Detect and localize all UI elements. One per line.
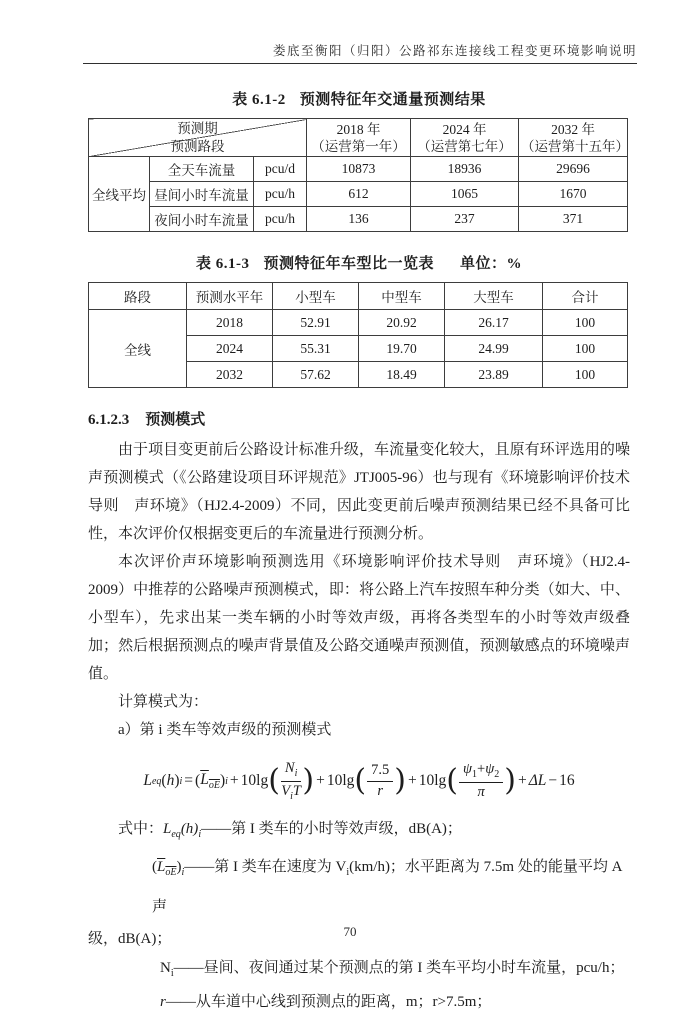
table-traffic-volume-forecast <box>88 118 628 232</box>
math-var: N <box>284 759 295 776</box>
fraction-psi-pi <box>459 761 503 801</box>
math-var: h <box>166 772 175 789</box>
overline-LoE <box>157 859 177 878</box>
table1-col-header-2024 <box>411 119 519 157</box>
section-heading <box>88 408 630 429</box>
fraction-numerator: 7.5 <box>367 762 393 781</box>
table-cell: 100 <box>543 362 628 388</box>
math-sub: eq <box>151 775 162 787</box>
math-var: L <box>200 770 209 788</box>
math-sub: i <box>170 968 174 979</box>
math-sub: 1 <box>472 768 478 780</box>
plus-sign: + <box>407 772 417 789</box>
big-paren: ( <box>268 763 280 798</box>
year-note: （运营第一年） <box>311 138 406 154</box>
big-paren: ( <box>446 763 458 798</box>
table-cell: 昼间小时车流量 <box>150 182 254 207</box>
math-sub: i <box>294 767 298 779</box>
paragraph-4: a）第 i 类车等效声级的预测模式 <box>118 722 332 738</box>
minus-sign: − <box>548 772 558 789</box>
table2-unit-label: 单位：% <box>460 256 523 272</box>
table-cell: 1670 <box>519 182 628 207</box>
table-cell: 371 <box>519 207 628 232</box>
section-number: 6.1.2.3 <box>88 412 130 428</box>
table2-col-header: 预测水平年 <box>187 283 273 310</box>
fraction-numerator <box>459 761 503 783</box>
legend-line-r <box>88 988 630 1016</box>
table-cell: 100 <box>543 336 628 362</box>
table-cell: 136 <box>307 207 411 232</box>
fraction-denominator: r <box>377 782 384 799</box>
big-paren: ) <box>394 763 406 798</box>
table1-col-header-2032 <box>519 119 628 157</box>
section-title: 预测模式 <box>145 412 206 428</box>
table2-col-header: 大型车 <box>445 283 543 310</box>
legend-line-leq <box>88 814 630 850</box>
table-cell: 1065 <box>411 182 519 207</box>
big-paren: ) <box>504 763 516 798</box>
legend-text: (km/h)；水平距离为 7.5m 处的能量平均 A 声 <box>152 859 622 915</box>
table-cell: pcu/h <box>254 207 307 232</box>
math-sub: i <box>290 790 293 802</box>
big-paren: ( <box>354 763 367 798</box>
table2-col-header: 合计 <box>543 283 628 310</box>
math-var: ψ <box>485 760 495 777</box>
table2-title-label: 表 6.1-3 <box>195 256 250 272</box>
table1-title-text: 预测特征年交通量预测结果 <box>299 92 486 108</box>
math-var: V <box>281 782 291 799</box>
math-var: L <box>163 821 172 837</box>
table-cell: 19.70 <box>359 336 445 362</box>
paragraph-1: 由于项目变更前后公路设计标准升级，车流量变化较大，且原有环评选用的噪声预测模式（《公路建设项目环评规范》JTJ005-96）也与现有《环境影响评价技术导则 声环境》（HJ2.4-2009）不同，因此变更前后噪声预测结果已经不具备可比性，本次评价仅根据变更后的车流量进行预测分析。 <box>88 442 630 542</box>
table-cell: 237 <box>411 207 519 232</box>
table2-title-text: 预测特征年车型比一览表 <box>263 256 434 272</box>
page-number: 70 <box>343 924 357 939</box>
math-sub: i <box>346 867 350 878</box>
table-cell: 18936 <box>411 157 519 182</box>
log-label: 10lg <box>418 772 447 789</box>
plus-sign: + <box>477 760 486 777</box>
year-label: 2032 年 <box>551 121 595 137</box>
legend-text: ——昼间、夜间通过某个预测点的第 I 类车平均小时车流量，pcu/h； <box>173 960 625 976</box>
legend-text: ——第 I 类车在速度为 V <box>184 859 347 875</box>
fraction-Ni-ViT <box>281 760 301 803</box>
fraction-7p5-r <box>367 762 393 800</box>
table-cell: 52.91 <box>273 310 359 336</box>
paren: ( <box>161 772 167 789</box>
log-label: 10lg <box>240 772 269 789</box>
table-cell: 100 <box>543 310 628 336</box>
math-var: T <box>292 782 301 799</box>
math-sub: i <box>179 775 183 787</box>
noise-prediction-formula <box>88 756 630 806</box>
table2-title <box>88 252 630 273</box>
fraction-denominator: π <box>477 783 485 800</box>
paren: ( <box>195 772 201 789</box>
table-cell: 612 <box>307 182 411 207</box>
paren: ) <box>219 772 226 789</box>
table-cell: 24.99 <box>445 336 543 362</box>
math-sub: 2 <box>494 768 500 780</box>
fraction-numerator <box>281 760 301 782</box>
table-cell: 26.17 <box>445 310 543 336</box>
fraction-denominator <box>281 782 301 803</box>
formula-legend <box>88 814 630 1016</box>
math-sub: i <box>198 829 202 840</box>
math-sub: eq <box>171 829 181 840</box>
page-header-title: 娄底至衡阳（归阳）公路祁东连接线工程变更环境影响说明 <box>83 41 637 64</box>
table-cell: 29696 <box>519 157 628 182</box>
table-cell: 2032 <box>187 362 273 388</box>
equals-sign: = <box>184 772 194 789</box>
paren: ) <box>176 859 182 875</box>
diag-label-section: 预测路段 <box>170 139 225 154</box>
page-content <box>88 78 630 1016</box>
table2-col-header: 路段 <box>89 283 187 310</box>
paragraph-3: 计算模式为： <box>118 694 209 710</box>
diag-label-period: 预测期 <box>177 121 218 136</box>
paren: ( <box>152 859 157 875</box>
math-sub: i <box>181 867 185 878</box>
math-var: N <box>160 960 171 976</box>
table-cell: 10873 <box>307 157 411 182</box>
log-label: 10lg <box>326 772 355 789</box>
math-var: ψ <box>463 760 473 777</box>
math-sub: i <box>225 775 228 787</box>
legend-line-loe <box>88 850 630 924</box>
row-group-cell: 全线平均 <box>89 157 150 232</box>
table2-col-header: 小型车 <box>273 283 359 310</box>
plus-sign: + <box>517 772 527 789</box>
paragraph-2: 本次评价声环境影响预测选用《环境影响评价技术导则 声环境》（HJ2.4-2009）中推荐的公路噪声预测模式，即：将公路上汽车按照车种分类（如大、中、小型车），先求出某一类车辆的小时等效声级，再将各类型车的小时等效声级叠加；然后根据预测点的噪声背景值及公路交通噪声预测值，预测敏感点的环境噪声值。 <box>88 554 630 682</box>
table1-col-header-2018 <box>307 119 411 157</box>
big-paren: ) <box>302 763 315 798</box>
math-var: r <box>160 994 166 1010</box>
table-cell: 18.49 <box>359 362 445 388</box>
row-group-cell: 全线 <box>89 310 187 388</box>
table1-title-label: 表 6.1-2 <box>232 92 286 108</box>
plus-sign: + <box>316 772 325 789</box>
table-cell: 57.62 <box>273 362 359 388</box>
table-vehicle-type-ratio <box>88 282 628 388</box>
math-var: L <box>157 859 166 875</box>
math-var: (h) <box>180 821 199 837</box>
year-label: 2024 年 <box>442 121 487 137</box>
table-cell: 55.31 <box>273 336 359 362</box>
legend-line-continuation: 级，dB(A)； <box>88 931 172 947</box>
legend-text: ——从车道中心线到预测点的距离，m；r>7.5m； <box>165 994 492 1010</box>
math-sub: oE <box>208 780 220 792</box>
table-cell: 2024 <box>187 336 273 362</box>
delta-L: ΔL <box>528 772 547 789</box>
table-cell: pcu/d <box>254 157 307 182</box>
table2-col-header: 中型车 <box>359 283 445 310</box>
year-note: （运营第十五年） <box>521 138 630 154</box>
plus-sign: + <box>229 772 239 789</box>
table-cell: 23.89 <box>445 362 543 388</box>
legend-line-ni <box>88 954 630 988</box>
constant: 16 <box>559 772 575 789</box>
diagonal-header-cell <box>89 119 307 157</box>
table-cell: pcu/h <box>254 182 307 207</box>
legend-text: ——第 I 类车的小时等效声级，dB(A)； <box>201 821 462 837</box>
paren: ) <box>174 772 180 789</box>
legend-prefix: 式中： <box>118 821 164 837</box>
math-sub: oE <box>165 867 177 878</box>
year-note: （运营第七年） <box>417 138 512 154</box>
table1-title <box>88 88 630 109</box>
math-var: L <box>143 772 152 789</box>
table-cell: 全天车流量 <box>150 157 254 182</box>
table-cell: 2018 <box>187 310 273 336</box>
table-cell: 20.92 <box>359 310 445 336</box>
year-label: 2018 年 <box>336 121 381 137</box>
table-cell: 夜间小时车流量 <box>150 207 254 232</box>
overline-LoE <box>200 771 220 791</box>
